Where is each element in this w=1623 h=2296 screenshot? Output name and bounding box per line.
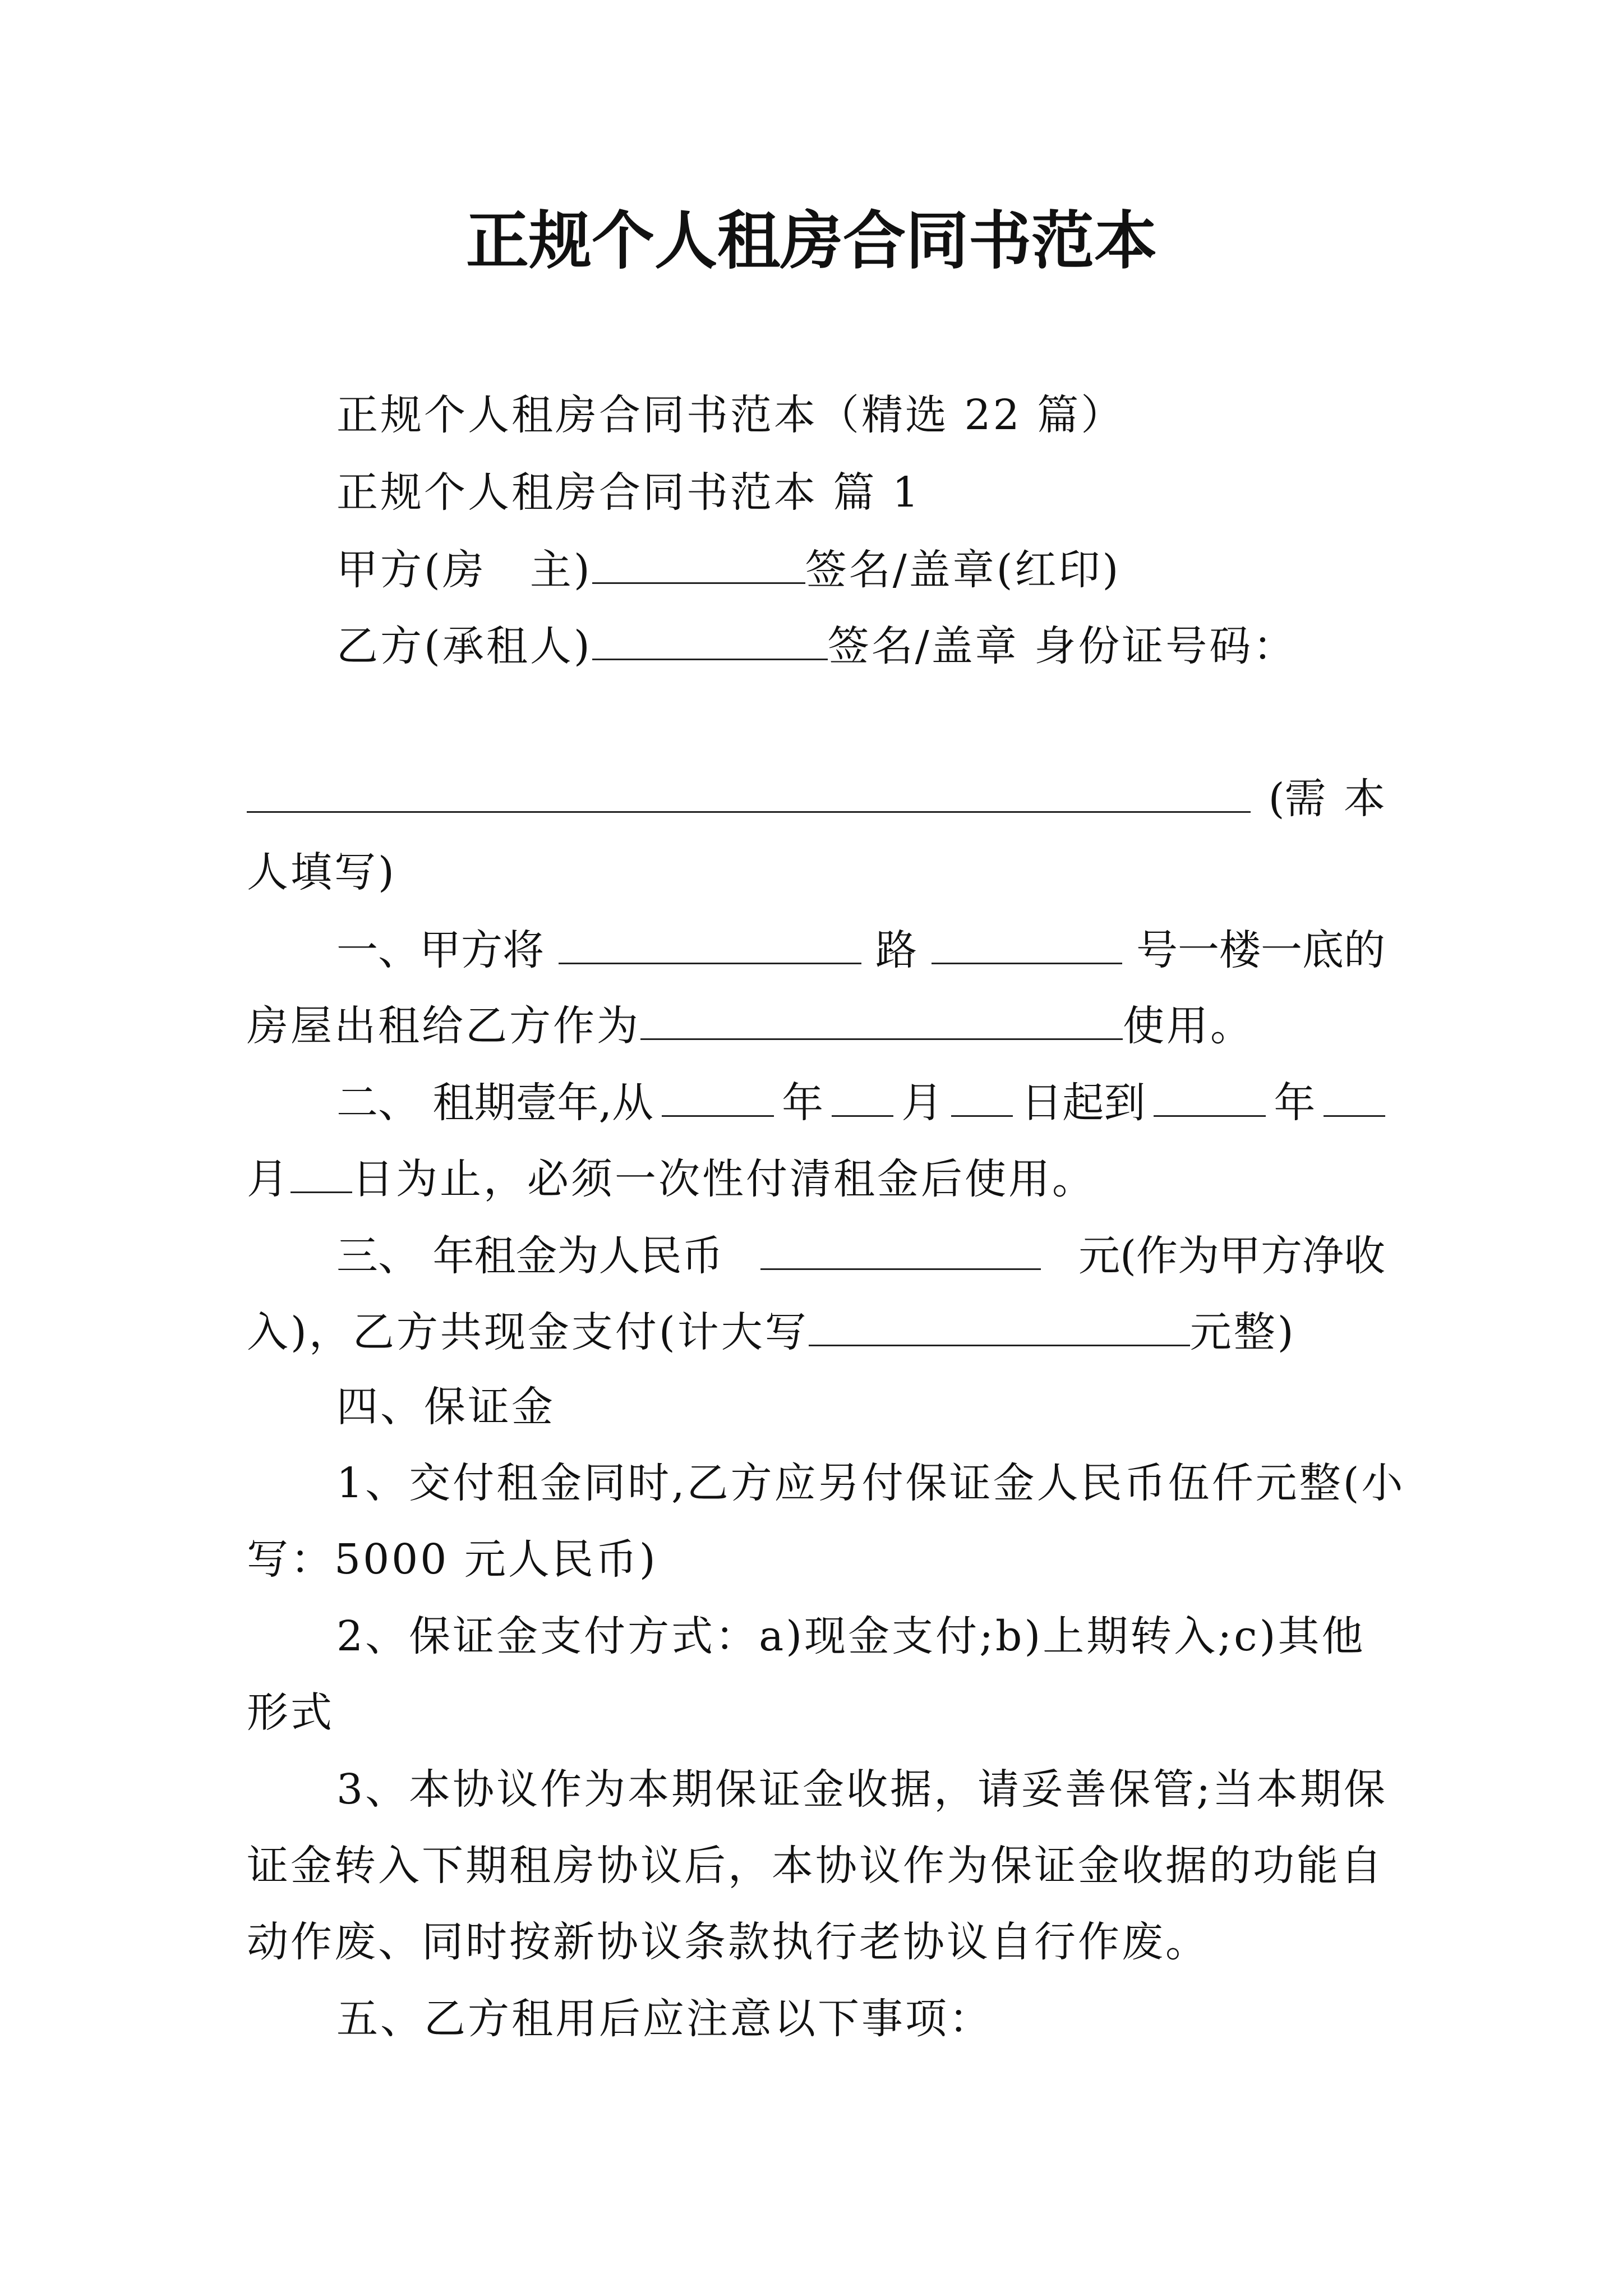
id-number-line xyxy=(247,769,1385,827)
party-b-suffix: 签名/盖章 身份证号码： xyxy=(827,622,1297,670)
clause-1-text-5: 使用。 xyxy=(1123,1002,1254,1050)
clause-4-3-line-2: 证金转入下期租房协议后，本协议作为保证金收据的功能自 xyxy=(247,1842,1384,1890)
clause-3-text-1: 三、 年租金为人民币 xyxy=(336,1232,723,1280)
id-line-suffix-2: 本 xyxy=(1344,775,1385,823)
clause-2-line-2 xyxy=(247,1149,1096,1207)
road-blank[interactable] xyxy=(559,920,861,964)
clause-2-text-5: 年 xyxy=(1274,1079,1316,1127)
clause-4-1-line-1: 1、交付租金同时,乙方应另付保证金人民币伍仟元整(小 xyxy=(336,1459,1405,1507)
clause-4-3-line-3: 动作废、同时按新协议条款执行老协议自行作废。 xyxy=(247,1918,1209,1966)
clause-3-line-1 xyxy=(336,1226,1385,1284)
clause-2-text-6: 月 xyxy=(247,1155,291,1203)
start-month-blank[interactable] xyxy=(832,1073,893,1117)
party-a-signature-blank[interactable] xyxy=(592,540,805,584)
clause-2-text-7: 日为止，必须一次性付清租金后使用。 xyxy=(352,1155,1096,1203)
rent-capital-blank[interactable] xyxy=(809,1302,1190,1346)
end-month-blank-part[interactable] xyxy=(1324,1073,1385,1117)
end-day-blank[interactable] xyxy=(291,1149,352,1193)
usage-blank[interactable] xyxy=(640,996,1123,1040)
clause-2-text-3: 月 xyxy=(901,1079,943,1127)
clause-3-text-4: 元整) xyxy=(1189,1308,1296,1356)
id-line-suffix-1: (需 xyxy=(1268,775,1326,823)
clause-2-text-2: 年 xyxy=(782,1079,824,1127)
document-title: 正规个人租房合同书范本 xyxy=(466,204,1157,278)
section-heading: 正规个人租房合同书范本 篇 1 xyxy=(336,468,921,517)
clause-2-text-4: 日起到 xyxy=(1021,1079,1146,1127)
clause-4-2-line-1: 2、保证金支付方式：a)现金支付;b)上期转入;c)其他 xyxy=(336,1612,1366,1660)
clause-1-line-2 xyxy=(247,996,1254,1054)
number-blank[interactable] xyxy=(932,920,1122,964)
start-day-blank[interactable] xyxy=(951,1073,1013,1117)
clause-3-line-2 xyxy=(247,1302,1296,1360)
party-b-line xyxy=(336,616,1297,674)
clause-1-line-1 xyxy=(336,920,1385,978)
clause-1-text-3: 号一楼一底的 xyxy=(1136,926,1385,974)
rent-amount-blank[interactable] xyxy=(760,1226,1041,1270)
id-line-continuation: 人填写) xyxy=(247,848,396,896)
clause-4-3-line-1: 3、本协议作为本期保证金收据，请妥善保管;当本期保 xyxy=(336,1765,1388,1814)
clause-2-text-1: 二、 租期壹年,从 xyxy=(336,1079,654,1127)
subtitle: 正规个人租房合同书范本（精选 22 篇） xyxy=(336,391,1125,439)
party-b-label: 乙方(承租人) xyxy=(336,622,592,670)
clause-4-heading: 四、保证金 xyxy=(336,1383,555,1431)
id-number-blank[interactable] xyxy=(247,769,1251,813)
end-year-blank[interactable] xyxy=(1154,1073,1266,1117)
clause-1-text-2: 路 xyxy=(875,926,917,974)
clause-3-text-3: 入)，乙方共现金支付(计大写 xyxy=(247,1308,809,1356)
clause-1-text-1: 一、甲方将 xyxy=(336,926,544,974)
clause-2-line-1 xyxy=(336,1073,1385,1131)
clause-4-1-line-2: 写：5000 元人民币) xyxy=(247,1535,658,1584)
party-a-suffix: 签名/盖章(红印) xyxy=(805,546,1121,594)
party-a-line xyxy=(336,540,1121,598)
start-year-blank[interactable] xyxy=(662,1073,774,1117)
party-a-label: 甲方(房 主) xyxy=(336,546,592,594)
clause-5-heading: 五、乙方租用后应注意以下事项： xyxy=(336,1995,993,2043)
clause-1-text-4: 房屋出租给乙方作为 xyxy=(247,1002,640,1050)
clause-3-text-2: 元(作为甲方净收 xyxy=(1078,1232,1385,1280)
party-b-signature-blank[interactable] xyxy=(592,616,828,660)
clause-4-2-line-2: 形式 xyxy=(247,1688,334,1737)
